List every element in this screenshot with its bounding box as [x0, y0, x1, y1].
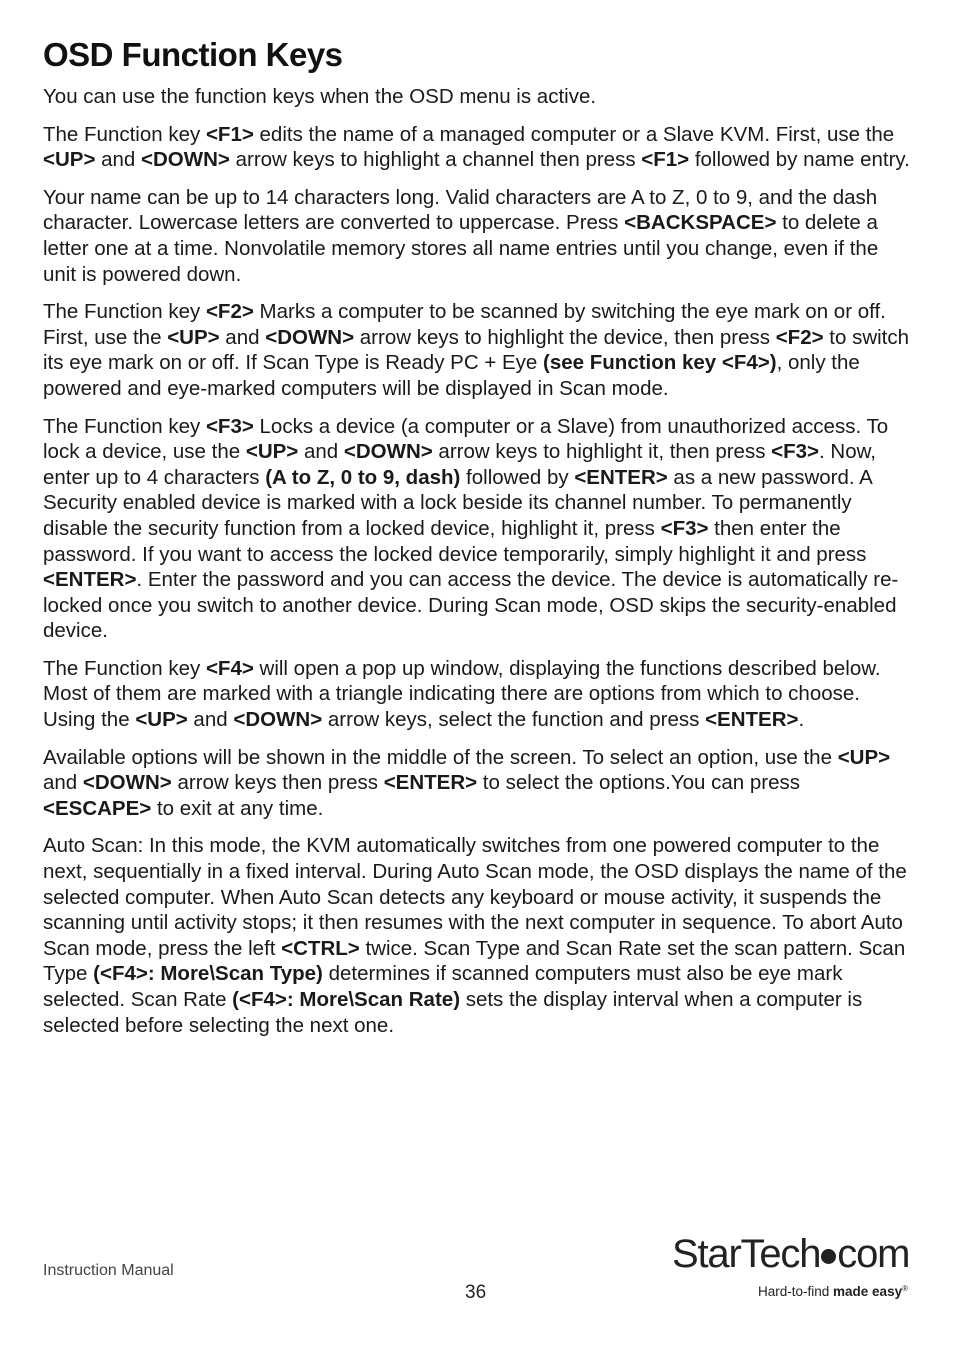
registered-mark-icon: ®	[902, 1284, 908, 1293]
text-run: Auto Scan: In this mode, the KVM automatically switches from one powered computer to the next, sequentially in a fixed interval. During Auto Scan mode, the OSD displays the name of the selected computer. When Auto Scan detects any keyboard or mouse activity, it suspends the scanning until activity stops; it then resumes with the next computer in sequence. To abort Auto Scan mode, press the left	[43, 834, 907, 960]
bold-term: <DOWN>	[82, 771, 172, 795]
text-run: , only the powered and eye-marked computers will be displayed in Scan mode.	[43, 351, 860, 400]
bold-term: <DOWN>	[343, 440, 433, 464]
logo-brand-before: StarTech	[672, 1232, 821, 1276]
text-run: Available options will be shown in the middle of the screen. To select an option, use the	[43, 745, 838, 769]
paragraph	[43, 185, 911, 287]
bold-term: <F1>	[641, 148, 690, 172]
text-run: You can use the function keys when the OSD menu is active.	[43, 85, 597, 108]
bold-term: <ESCAPE>	[43, 796, 152, 820]
paragraph	[43, 122, 911, 173]
bold-term: (A to Z, 0 to 9, dash)	[265, 465, 461, 489]
bold-term: <DOWN>	[233, 708, 323, 732]
page-number: 36	[465, 1282, 487, 1303]
text-run: arrow keys to highlight the device, then press	[354, 325, 776, 349]
text-run: Your name can be up to 14 characters long. Valid characters are A to Z, 0 to 9, and the dash character. Lowercase letters are converted to uppercase. Press	[43, 185, 878, 235]
text-run: arrow keys to highlight a channel then press	[229, 148, 642, 172]
bold-term: <UP>	[167, 325, 220, 349]
bold-term: <UP>	[135, 708, 188, 732]
footer-document-label: Instruction Manual	[43, 1262, 174, 1279]
logo-dot-icon	[821, 1249, 836, 1264]
text-run: followed by name entry.	[689, 148, 910, 172]
bold-term: <F4>	[205, 656, 254, 680]
paragraph	[43, 833, 911, 1038]
bold-term: <BACKSPACE>	[624, 211, 777, 235]
text-run: as a new password. A Security enabled device is marked with a lock beside its channel number. To permanently disable the security function from a locked device, highlight it, press	[43, 465, 872, 540]
bold-term: (<F4>: More\Scan Rate)	[232, 988, 461, 1011]
page-title: OSD Function Keys	[43, 36, 343, 73]
tagline-bold: made easy	[833, 1284, 903, 1299]
text-run: to exit at any time.	[151, 796, 324, 820]
bold-term: <DOWN>	[265, 325, 355, 349]
text-run: will open a pop up window, displaying the functions described below. Most of them are marked with a triangle indicating there are options from which to choose. Using the	[43, 656, 881, 732]
bold-term: <F3>	[660, 516, 709, 540]
bold-term: <UP>	[43, 148, 96, 172]
bold-term: <ENTER>	[43, 568, 137, 592]
text-run: and	[95, 148, 142, 172]
bold-term: <F3>	[205, 414, 254, 438]
bold-term: <F1>	[205, 122, 254, 146]
bold-term: <ENTER>	[705, 708, 799, 732]
bold-term: (<F4>: More\Scan Type)	[93, 962, 323, 986]
text-run: to select the options.You can press	[477, 771, 801, 795]
text-run: and	[219, 325, 266, 349]
text-run: and	[187, 708, 234, 732]
text-run: to delete a letter one at a time. Nonvolatile memory stores all name entries until you change, even if the unit is powered down.	[43, 211, 879, 286]
bold-term: <F2>	[775, 325, 824, 349]
bold-term: <CTRL>	[281, 936, 360, 960]
startech-logo	[672, 1232, 912, 1307]
text-run: followed by	[460, 465, 575, 489]
text-run: arrow keys to highlight it, then press	[432, 440, 772, 464]
bold-term: <F2>	[205, 300, 254, 324]
text-run: The Function key	[43, 300, 206, 324]
bold-term: <F3>	[771, 440, 820, 464]
logo-wordmark	[672, 1232, 909, 1277]
text-run: arrow keys, select the function and press	[322, 708, 706, 732]
text-run: twice. Scan Type and Scan Rate set the scan pattern. Scan Type	[43, 936, 906, 986]
bold-term: <UP>	[837, 745, 891, 769]
paragraph	[43, 299, 911, 401]
text-run: and	[298, 440, 344, 464]
bold-term: (see Function key <F4>)	[543, 351, 777, 375]
text-run: The Function key	[43, 414, 206, 438]
text-run: sets the display interval when a computer is selected before selecting the next one.	[43, 988, 863, 1037]
bold-term: <DOWN>	[141, 148, 230, 172]
paragraph	[43, 656, 911, 733]
text-run: arrow keys then press	[171, 771, 384, 795]
logo-brand-after: com	[837, 1232, 910, 1276]
paragraph	[43, 414, 911, 644]
text-run: Marks a computer to be scanned by switching the eye mark on or off. First, use the	[43, 300, 886, 349]
text-run: .	[798, 708, 805, 732]
bold-term: <ENTER>	[574, 465, 668, 489]
text-run: Locks a device (a computer or a Slave) from unauthorized access. To lock a device, use the	[43, 414, 889, 464]
text-run: . Now, enter up to 4 characters	[43, 440, 876, 489]
text-run: then enter the password. If you want to access the locked device temporarily, simply highlight it and press	[43, 516, 867, 566]
text-run: . Enter the password and you can access the device. The device is automatically re-locked once you switch to another device. During Scan mode, OSD skips the security-enabled device.	[43, 568, 899, 643]
body-text	[43, 84, 911, 1050]
text-run: The Function key	[43, 122, 206, 146]
logo-tagline	[758, 1284, 908, 1299]
paragraph	[43, 745, 911, 822]
text-run: and	[43, 771, 83, 795]
text-run: to switch its eye mark on or off. If Scan Type is Ready PC + Eye	[43, 325, 910, 375]
bold-term: <UP>	[245, 440, 299, 464]
text-run: The Function key	[43, 656, 206, 680]
text-run: determines if scanned computers must also be eye mark selected. Scan Rate	[43, 962, 843, 1011]
paragraph	[43, 84, 911, 110]
text-run: edits the name of a managed computer or a Slave KVM. First, use the	[253, 122, 895, 146]
bold-term: <ENTER>	[383, 771, 478, 795]
tagline-regular: Hard-to-find	[758, 1284, 834, 1299]
